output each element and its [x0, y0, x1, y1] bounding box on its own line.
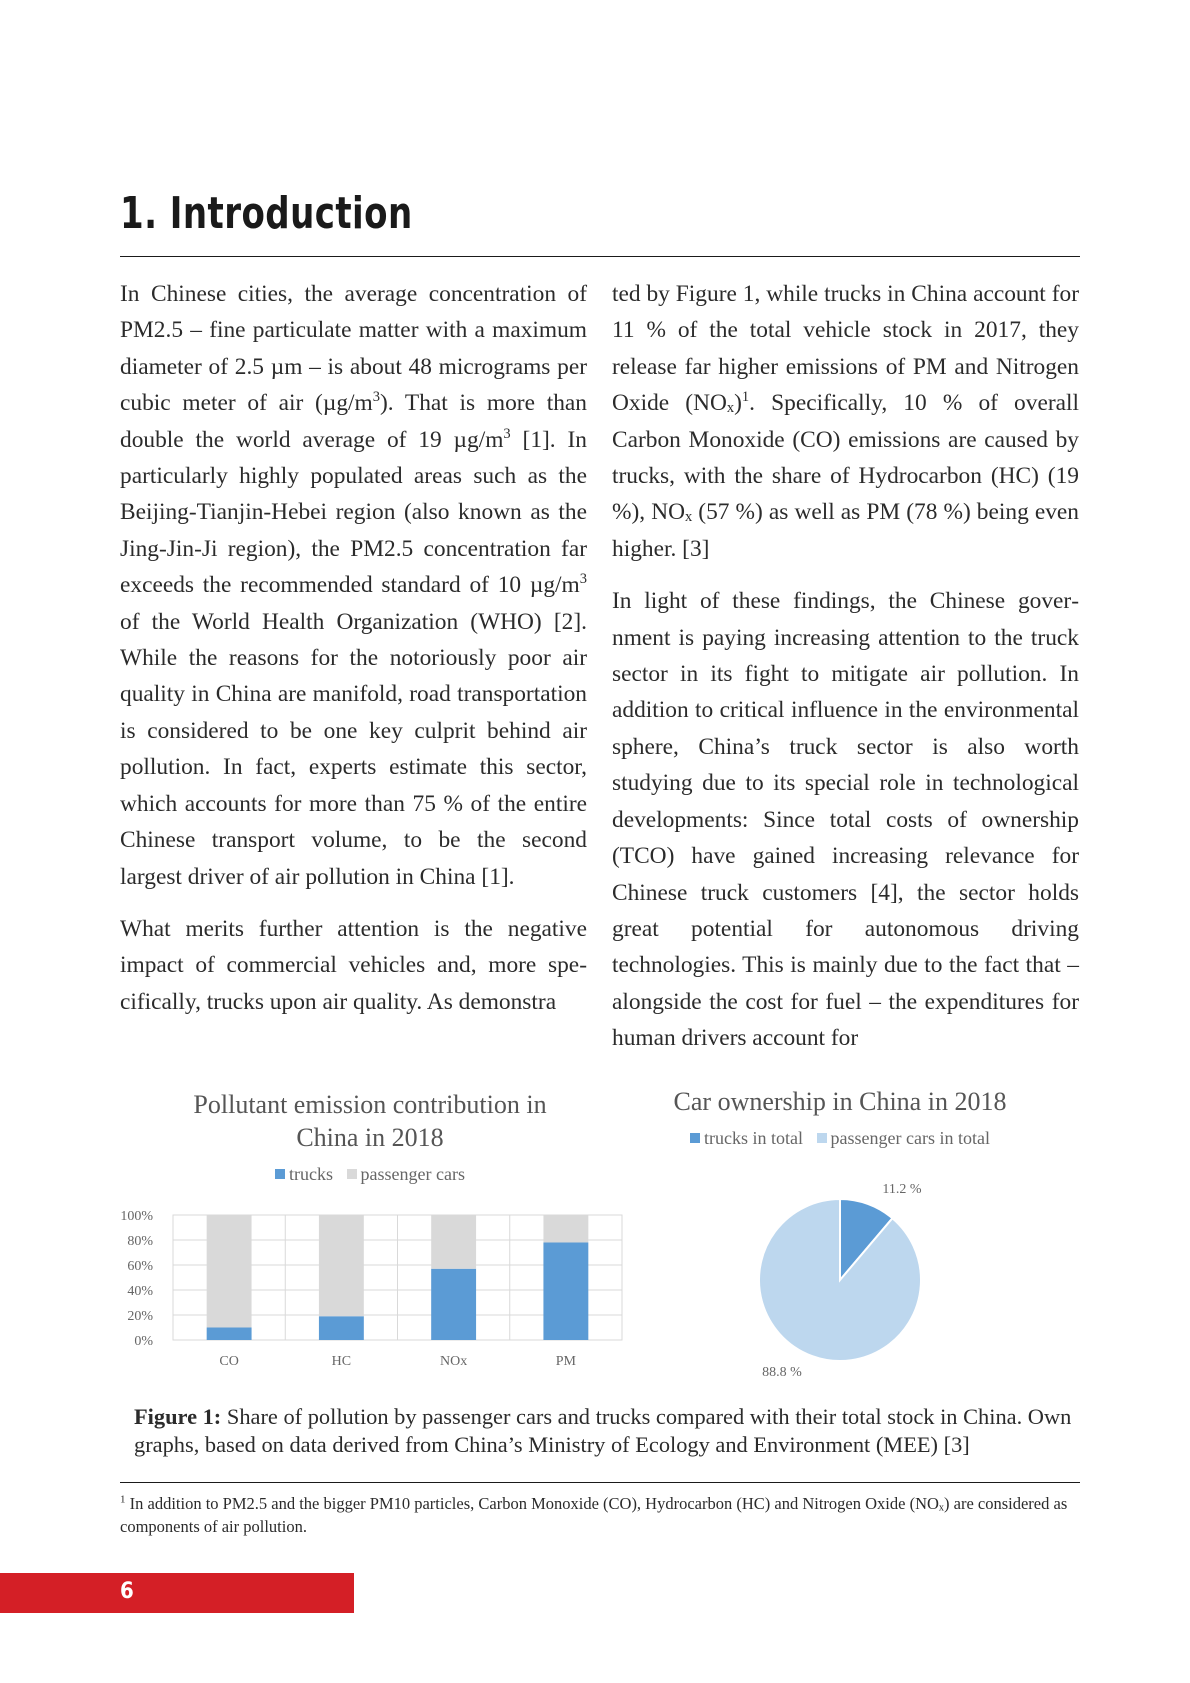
bar-passenger-cars-nox: [431, 1215, 476, 1269]
trucks-swatch: [275, 1169, 285, 1179]
pie-slice-passenger-cars: [759, 1199, 921, 1361]
paragraph: In Chinese cities, the average concentration of PM2.5 – fine particulate matter with a maximum diameter of 2.5 µm – is about 48 micrograms per cubic meter of air $(\mu g/m^3)$. That is more than double the world average of 19 $\mu g/m^3$ [1]. In particularly highly populated areas such as the Beijing-Tianjin-Hebei region (also known as the Jing-Jin-Ji region), the PM2.5 concentration far exceeds the recommended standard of 10 $\mu g/m^3$ of the World Health Organization (WHO) [2]. While the reasons for the notoriously poor air quality in China are manifold, road transportation is considered to be one key culprit behind air pollution. In fact, experts estimate this sector, which accounts for more than 75 % of the entire Chinese transport volume, to be the second largest driver of air pollution in China [1].: [120, 281, 587, 890]
bar-chart-legend: [110, 1164, 630, 1185]
y-tick-label: 20%: [127, 1309, 153, 1324]
bar-trucks-pm: [543, 1243, 588, 1341]
bar-passenger-cars-hc: [319, 1215, 364, 1316]
footnote-rule: [120, 1482, 1080, 1483]
bar-trucks-co: [207, 1328, 252, 1341]
pie-chart: [720, 1170, 960, 1390]
left-column: [120, 276, 587, 1036]
bar-passenger-cars-co: [207, 1215, 252, 1328]
right-column: [612, 276, 1079, 1073]
pie-chart-legend: [600, 1128, 1080, 1149]
section-heading: 1. Introduction: [120, 188, 413, 239]
legend-label: passenger cars: [360, 1164, 465, 1184]
x-tick-label: CO: [219, 1354, 239, 1369]
x-tick-label: PM: [555, 1354, 576, 1369]
bar-trucks-nox: [431, 1269, 476, 1340]
paragraph: In light of these findings, the Chinese government is paying increasing attention to the truck sector in its fight to mitigate air pollution. In addition to critical influence in the environmental sphere, China’s truck sector is also worth studying due to its special role in technological developments: Since total costs of ownership (TCO) have gained increasing relevance for Chinese truck customers [4], the sector holds great potential for autonomous driving technologies. This is mainly due to the fact that – alongside the cost for fuel – the expenditures for human drivers account for: [612, 588, 1079, 1052]
y-tick-label: 0%: [134, 1334, 153, 1349]
bar-chart: [110, 1200, 630, 1380]
slice-data-label: 88.8 %: [762, 1365, 802, 1380]
y-tick-label: 80%: [127, 1234, 153, 1249]
pie-chart-figure: [600, 1085, 1080, 1149]
passenger-cars-swatch: [817, 1133, 827, 1143]
paragraph: ted by Figure 1, while trucks in China account for 11 % of the total vehicle stock in 2017, they release far higher emissions of PM and Nitrogen Oxide $(NO_x)^1$. Specifically, 10 % of overall Carbon Monoxide (CO) emissions are caused by trucks, with the share of Hydrocarbon (HC) (19 %), $NO_x$ (57 %) as well as PM (78 %) being even higher. [3]: [612, 281, 1079, 562]
heading-rule: [120, 256, 1080, 257]
page-number: 6: [120, 1579, 134, 1604]
legend-label: trucks in total: [704, 1128, 804, 1148]
bar-passenger-cars-pm: [543, 1215, 588, 1243]
bar-chart-title: Pollutant emission contribution in China in 2018: [193, 1090, 547, 1152]
trucks-swatch: [690, 1133, 700, 1143]
bar-chart-figure: [110, 1088, 630, 1185]
legend-label: passenger cars in total: [830, 1128, 990, 1148]
pie-chart-title: Car ownership in China in 2018: [673, 1087, 1007, 1116]
page-number-bar: [0, 1573, 354, 1613]
x-tick-label: HC: [331, 1354, 352, 1369]
figure-caption: Figure 1: Share of pollution by passenger cars and trucks compared with their total stock in China. Own graphs, based on data derived from China’s Ministry of Ecology and Environment (MEE) [3]: [134, 1404, 1072, 1457]
y-tick-label: 100%: [120, 1209, 153, 1224]
footnote: $^1$ In addition to PM2.5 and the bigger PM10 particles, Carbon Monoxide (CO), Hydrocarbon (HC) and Nitrogen Oxide $(NO_x)$ are considered as components of air pollution.: [120, 1493, 1068, 1536]
paragraph: What merits further attention is the negative impact of commercial vehicles and, more specifically, trucks upon air quality. As demonstra: [120, 915, 587, 1015]
passenger-cars-swatch: [347, 1169, 357, 1179]
y-tick-label: 40%: [127, 1284, 153, 1299]
bar-trucks-hc: [319, 1316, 364, 1340]
y-tick-label: 60%: [127, 1259, 153, 1274]
legend-label: trucks: [289, 1164, 334, 1184]
x-tick-label: NOx: [440, 1354, 468, 1369]
footnote-reference[interactable]: 1: [741, 389, 750, 406]
slice-data-label: 11.2 %: [882, 1182, 922, 1197]
